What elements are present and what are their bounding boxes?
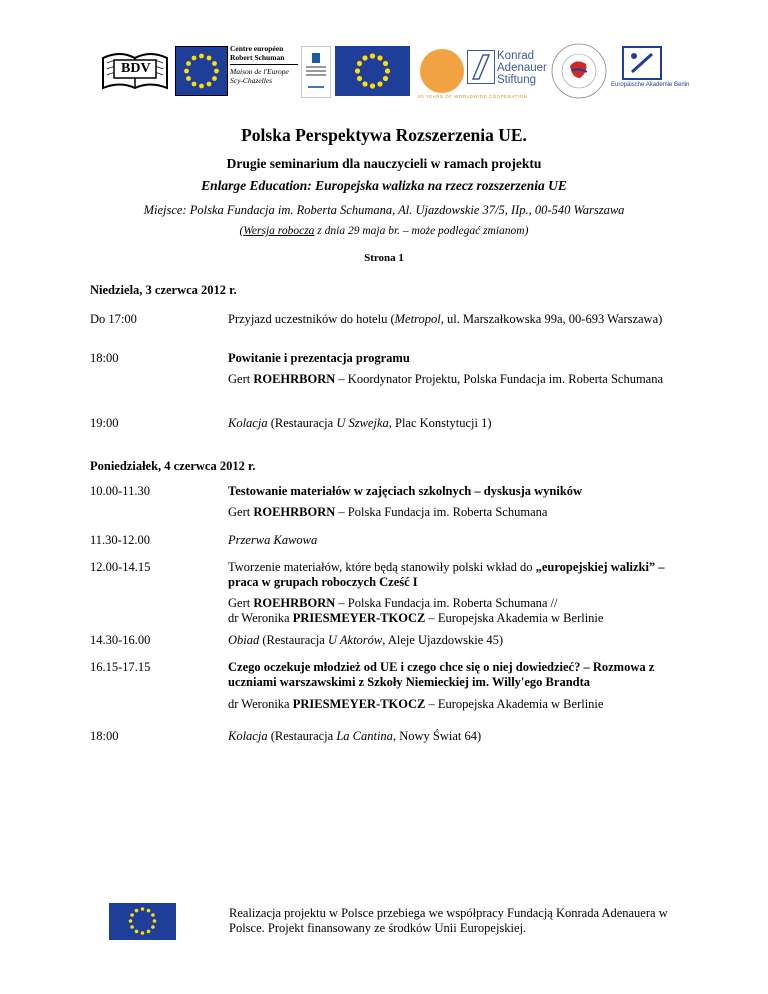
bdv-logo [100, 48, 170, 92]
day-heading: Poniedziałek, 4 czerwca 2012 r. [90, 459, 256, 473]
agenda-speaker [228, 596, 688, 625]
cer-line4: Scy-Chazelles [230, 76, 273, 85]
text: (Restauracja [267, 729, 337, 743]
text: – Koordynator Projektu, Polska Fundacja im. Roberta Schumana [335, 372, 664, 386]
restaurant-name: U Aktorów [327, 633, 383, 647]
foundation-logo [301, 46, 331, 98]
eab-logo-text: Europäische Akademie Berlin [611, 82, 690, 88]
text: – Europejska Akademia w Berlinie [425, 610, 604, 625]
text: , Aleje Ujazdowskie 45) [382, 633, 504, 647]
agenda-time: 18:00 [90, 729, 119, 743]
text: , Nowy Świat 64) [392, 729, 482, 743]
eu-stars [184, 54, 219, 89]
text: dr Weronika [228, 697, 293, 711]
kas-tagline: 50 YEARS OF WORLDWIDE COOPERATION [418, 94, 528, 99]
agenda-time: Do 17:00 [90, 312, 137, 326]
version-draft: Wersja robocza [243, 225, 315, 237]
kas-emblem-icon [467, 50, 495, 84]
venue-line: Miejsce: Polska Fundacja im. Roberta Schumana, Al. Ujazdowskie 37/5, IIp., 00-540 Warszawa [143, 203, 625, 217]
text: Gert [228, 596, 254, 610]
subtitle-seminar: Drugie seminarium dla nauczycieli w ramach projektu [226, 156, 542, 171]
agenda-title: Powitanie i prezentacja programu [228, 351, 410, 365]
meal-label: Kolacja [228, 729, 268, 743]
logo-strip [0, 40, 768, 100]
text-bold: „europejskiej walizki” – praca w grupach roboczych Cześć I [228, 560, 665, 589]
speaker-surname: ROEHRBORN [253, 596, 336, 610]
version-paren: ( [239, 225, 244, 237]
eu-flag-icon [175, 46, 228, 96]
kas-line3: Stiftung [497, 74, 536, 86]
kas-globe-icon [420, 49, 464, 93]
text: , ul. Marszałkowska 99a, 00-693 Warszawa) [440, 312, 663, 326]
agenda-description [228, 633, 688, 648]
hotel-name: Metropol [394, 312, 441, 326]
agenda-time: 10.00-11.30 [90, 484, 150, 498]
text: (Restauracja [259, 633, 328, 647]
speaker-surname: ROEHRBORN [253, 372, 336, 386]
day-heading: Niedziela, 3 czerwca 2012 r. [90, 283, 237, 297]
text: – Europejska Akademia w Berlinie [425, 697, 604, 711]
text: Tworzenie materiałów, które będą stanowiły polski wkład do [228, 560, 536, 574]
bdv-logo-text: BDV [121, 61, 151, 76]
version-note [0, 225, 768, 237]
meal-label: Kolacja [228, 416, 268, 430]
restaurant-name: La Cantina [336, 729, 393, 743]
text: dr Weronika [228, 610, 293, 625]
cer-line2: Robert Schuman [230, 53, 285, 62]
agenda-speaker [228, 697, 688, 712]
schuman-foundation-seal-icon [550, 42, 608, 100]
eu-flag-icon [109, 903, 176, 940]
text: – Polska Fundacja im. Roberta Schumana // [335, 596, 558, 610]
cer-logo-text [230, 44, 298, 85]
agenda-time: 12.00-14.15 [90, 560, 151, 574]
speaker-surname: ROEHRBORN [253, 505, 336, 519]
meal-label: Obiad [228, 633, 260, 647]
agenda-time: 14.30-16.00 [90, 633, 151, 647]
agenda-description: Przerwa Kawowa [228, 533, 318, 547]
agenda-time: 18:00 [90, 351, 119, 365]
eab-logo [622, 46, 662, 80]
agenda-title [228, 560, 688, 589]
cer-line3: Maison de l'Europe [230, 67, 289, 76]
agenda-time: 11.30-12.00 [90, 533, 150, 547]
agenda-speaker [228, 505, 688, 520]
speaker-surname: PRIESMEYER-TKOCZ [292, 610, 426, 625]
agenda-time: 19:00 [90, 416, 119, 430]
footer-note: Realizacja projektu w Polsce przebiega we współpracy Fundacją Konrada Adenauera w Polsce. Projekt finansowany ze środków Unii Europejskiej. [229, 906, 668, 935]
subtitle-project: Enlarge Education: Europejska walizka na rzecz rozszerzenia UE [201, 178, 567, 193]
kas-logo-text [497, 50, 547, 86]
page-number: Strona 1 [364, 252, 404, 264]
eu-flag-icon [335, 46, 410, 96]
agenda-description [228, 729, 688, 744]
agenda-time: 16.15-17.15 [90, 660, 151, 674]
speaker-surname: PRIESMEYER-TKOCZ [292, 697, 426, 711]
text: Przyjazd uczestników do hotelu ( [228, 312, 395, 326]
kas-line2: Adenauer [497, 62, 547, 74]
text: Gert [228, 372, 254, 386]
agenda-description [228, 312, 688, 327]
text: (Restauracja [267, 416, 337, 430]
page-title: Polska Perspektywa Rozszerzenia UE. [241, 125, 527, 145]
text: Gert [228, 505, 254, 519]
kas-line1: Konrad [497, 50, 535, 62]
version-rest: z dnia 29 maja br. – może podlegać zmianom) [314, 225, 529, 237]
agenda-title: Testowanie materiałów w zajęciach szkolnych – dyskusja wyników [228, 484, 583, 498]
agenda-description [228, 416, 688, 431]
cer-line1: Centre européen [230, 44, 284, 53]
agenda-title: Czego oczekuje młodzież od UE i czego chce się o niej dowiedzieć? – Rozmowa z uczniami warszawskimi z Szkoły Niemieckiej im. Willy'ego Brandta [228, 660, 655, 689]
text: , Plac Konstytucji 1) [388, 416, 492, 430]
text: – Polska Fundacja im. Roberta Schumana [335, 505, 548, 519]
agenda-speaker [228, 372, 688, 387]
restaurant-name: U Szwejka [336, 416, 389, 430]
